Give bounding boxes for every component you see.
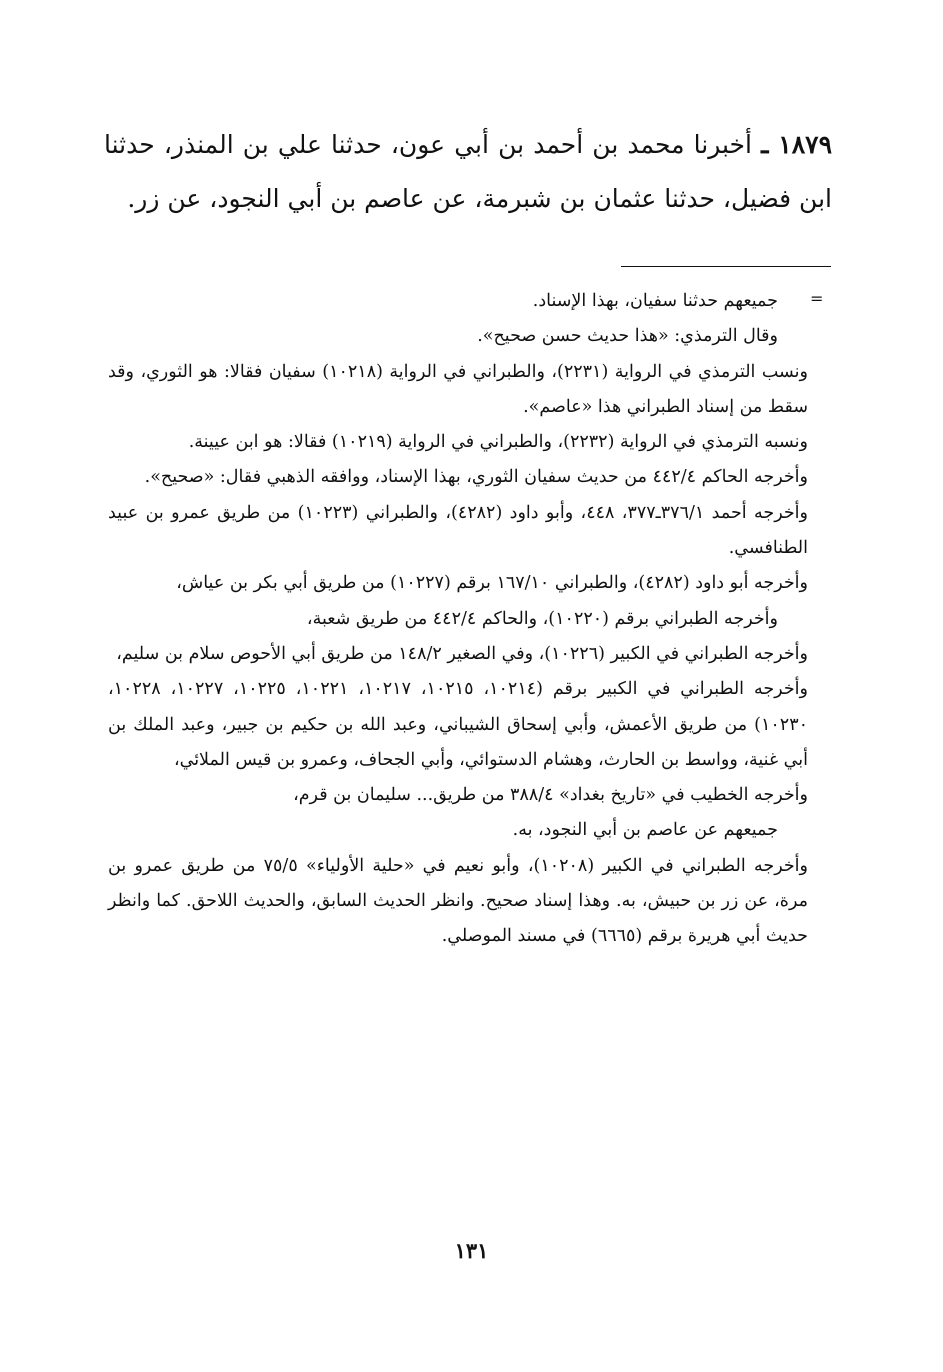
- footnote-paragraph: وأخرجه الطبراني برقم (١٠٢٢٠)، والحاكم ٤٤٢/٤ من طريق شعبة،: [306, 608, 778, 629]
- footnote-paragraph: وأخرجه أحمد ٣٧٦/١ـ٣٧٧، ٤٤٨، وأبو داود (٤٢٨٢)، والطبراني (١٠٢٢٣) من طريق عمرو بن عبيد الطنافسي.: [108, 502, 808, 559]
- footnote-paragraph: وأخرجه الحاكم ٤٤٢/٤ من حديث سفيان الثوري، بهذا الإسناد، ووافقه الذهبي فقال: «صحيح».: [144, 467, 808, 488]
- page-number: ١٣١: [454, 1238, 489, 1263]
- footnote-paragraph: ونسبه الترمذي في الرواية (٢٢٣٢)، والطبراني في الرواية (١٠٢١٩) فقالا: هو ابن عيينة.: [188, 432, 808, 453]
- footnote-paragraph: ونسب الترمذي في الرواية (٢٢٣١)، والطبراني في الرواية (١٠٢١٨) سفيان فقالا: هو الثوري، وقد سقط من إسناد الطبراني هذا «عاصم».: [108, 361, 808, 417]
- separator-rule: [621, 266, 831, 267]
- hadith-isnad: أخبرنا محمد بن أحمد بن أبي عون، حدثنا علي بن المنذر، حدثنا ابن فضيل، حدثنا عثمان بن شبرمة، عن عاصم بن أبي النجود، عن زر.: [104, 130, 832, 213]
- footnote-paragraph: وأخرجه الطبراني في الكبير برقم (١٠٢١٤، ١٠٢١٥، ١٠٢١٧، ١٠٢٢١، ١٠٢٢٥، ١٠٢٢٧، ١٠٢٢٨، ١٠٢٣٠) من طريق الأعمش، وأبي إسحاق الشيباني، وعبد الله بن حكيم بن جبير، وعبد الملك بن أبي غنية، وواسط بن الحارث، وهشام الدستوائي، وأبي الجحاف، وعمرو بن قيس الملائي،: [108, 679, 808, 770]
- footnote-paragraph: وأخرجه أبو داود (٤٢٨٢)، والطبراني ١٦٧/١٠ برقم (١٠٢٢٧) من طريق أبي بكر بن عياش،: [176, 573, 808, 594]
- footnote-paragraph: وأخرجه الطبراني في الكبير (١٠٢٠٨)، وأبو نعيم في «حلية الأولياء» ٧٥/٥ من طريق عمرو بن مرة، عن زر بن حبيش، به. وهذا إسناد صحيح. وانظر الحديث السابق، والحديث اللاحق. كما وانظر حديث أبي هريرة برقم (٦٦٦٥) في مسند الموصلي.: [108, 855, 808, 947]
- footnote-paragraph: وأخرجه الخطيب في «تاريخ بغداد» ٣٨٨/٤ من طريق... سليمان بن قرم،: [293, 785, 808, 806]
- footnote-paragraph: جميعهم حدثنا سفيان، بهذا الإسناد.: [532, 291, 778, 311]
- hadith-number: ١٨٧٩ ـ: [761, 130, 832, 159]
- hadith-text: [104, 118, 832, 226]
- footnotes: [108, 284, 808, 955]
- footnote-paragraph: وقال الترمذي: «هذا حديث حسن صحيح».: [477, 326, 778, 347]
- continuation-mark: =: [810, 289, 824, 308]
- footnote-paragraph: جميعهم عن عاصم بن أبي النجود، به.: [512, 820, 778, 841]
- footnote-paragraph: وأخرجه الطبراني في الكبير (١٠٢٢٦)، وفي الصغير ١٤٨/٢ من طريق أبي الأحوص سلام بن سليم،: [116, 643, 808, 664]
